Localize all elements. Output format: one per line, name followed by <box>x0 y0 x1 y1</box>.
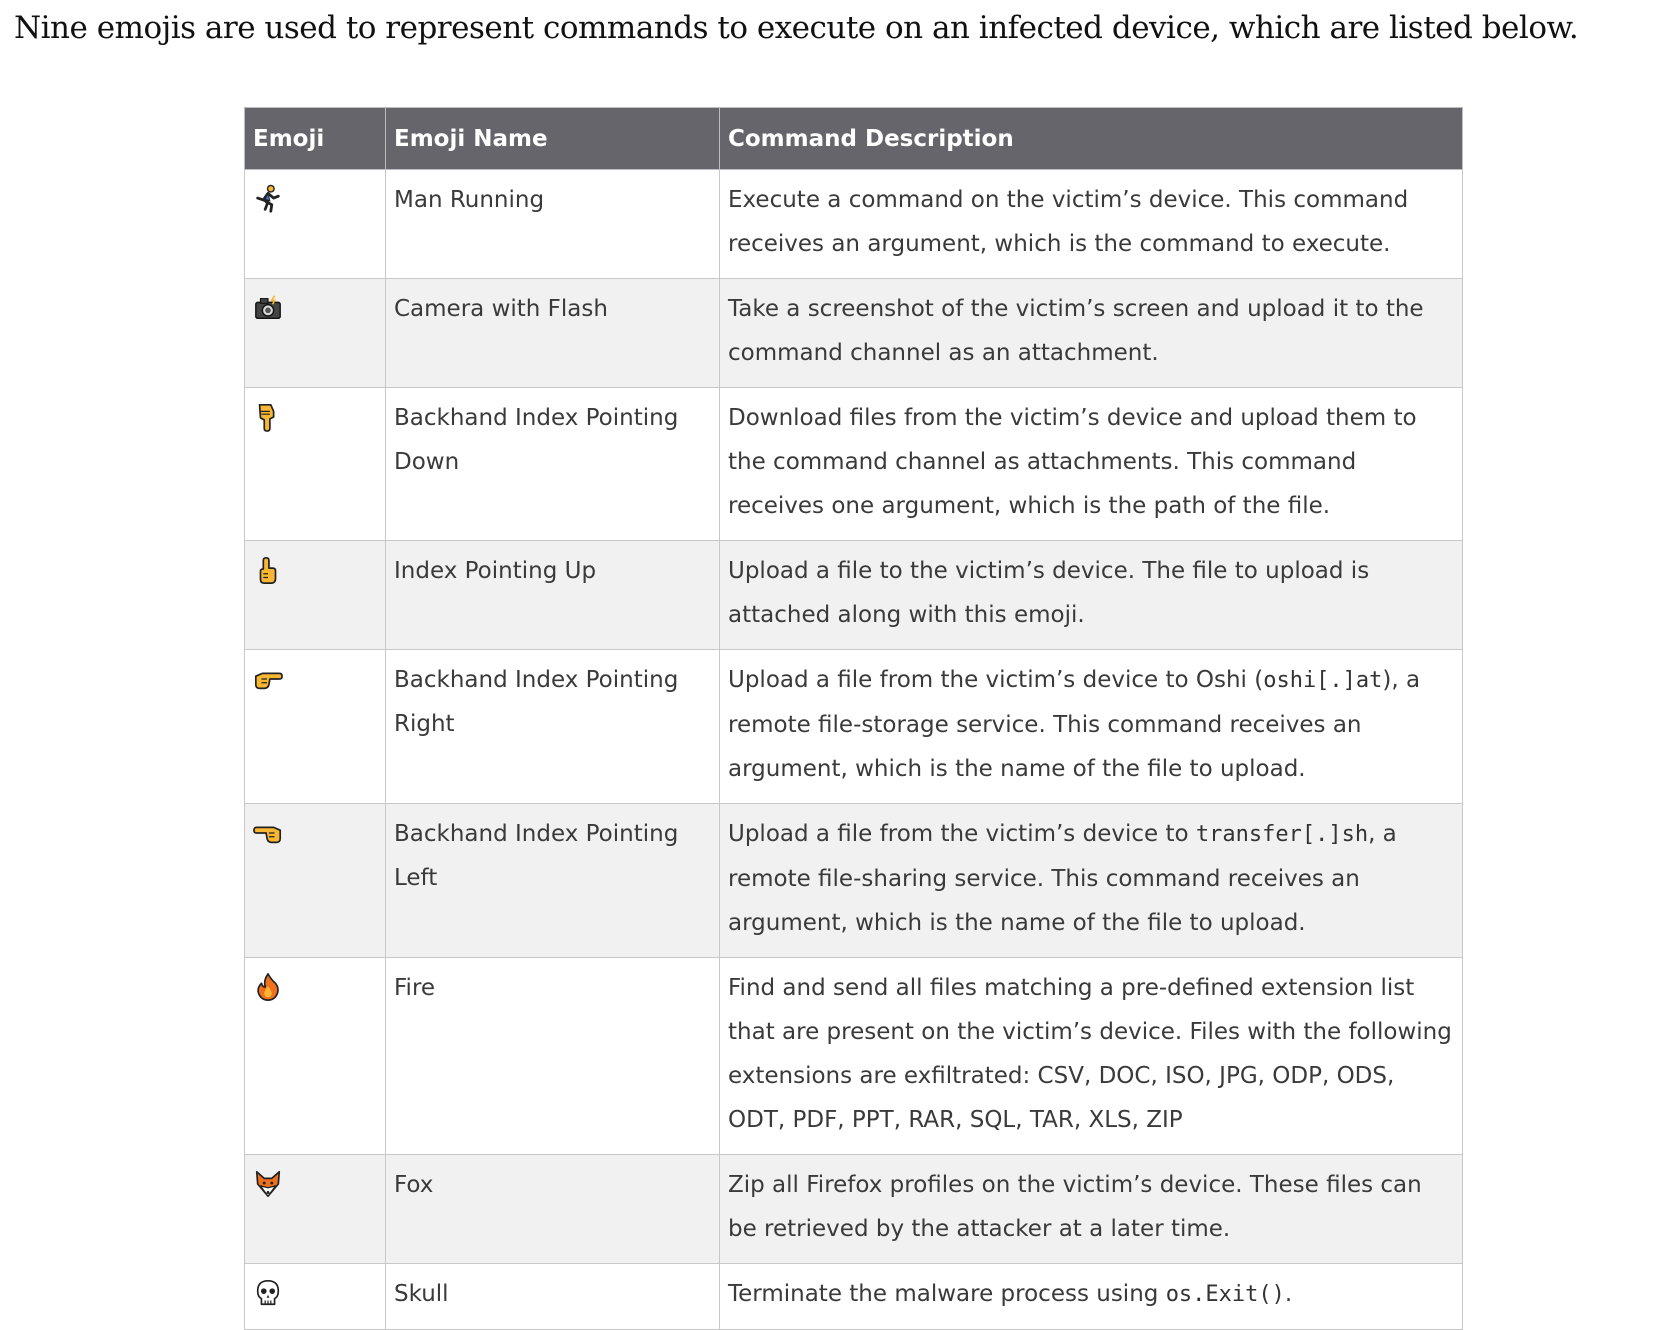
description-text: ), a remote file-storage service. This command receives an argument, which is the name of the file to upload. <box>728 667 1421 782</box>
table-row <box>245 541 1463 650</box>
description-text: , a remote file-sharing service. This command receives an argument, which is the name of the file to upload. <box>728 821 1397 936</box>
table-row <box>245 1264 1463 1330</box>
description-text: Upload a file from the victim’s device to <box>728 821 1196 847</box>
emoji-cell <box>245 650 386 804</box>
command-description-cell: Zip all Firefox profiles on the victim’s device. These files can be retrieved by the attacker at a later time. <box>720 1155 1463 1264</box>
emoji-command-table <box>244 107 1463 1330</box>
description-text: Terminate the malware process using <box>728 1281 1166 1307</box>
emoji-cell <box>245 541 386 650</box>
emoji-name-cell: Skull <box>386 1264 720 1330</box>
skull-icon <box>253 1278 377 1308</box>
domain-code: transfer[.]sh <box>1195 822 1369 847</box>
emoji-name-cell: Camera with Flash <box>386 279 720 388</box>
table-row <box>245 650 1463 804</box>
description-text: . <box>1284 1281 1293 1307</box>
emoji-name-cell: Man Running <box>386 170 720 279</box>
fox-icon <box>253 1169 377 1199</box>
emoji-cell <box>245 170 386 279</box>
emoji-cell <box>245 958 386 1155</box>
emoji-name-cell: Backhand Index Pointing Right <box>386 650 720 804</box>
description-text: Upload a file from the victim’s device to Oshi ( <box>728 667 1264 693</box>
header-command-description: Command Description <box>720 108 1463 170</box>
index-pointing-up-icon <box>253 555 377 585</box>
command-description-cell: Take a screenshot of the victim’s screen and upload it to the command channel as an attachment. <box>720 279 1463 388</box>
emoji-name-cell: Fire <box>386 958 720 1155</box>
table-header-row <box>245 108 1463 170</box>
emoji-name-cell: Backhand Index Pointing Left <box>386 804 720 958</box>
emoji-cell <box>245 279 386 388</box>
emoji-name-cell: Index Pointing Up <box>386 541 720 650</box>
command-description-cell <box>720 1264 1463 1330</box>
table-row <box>245 1155 1463 1264</box>
table-row <box>245 958 1463 1155</box>
table-row <box>245 279 1463 388</box>
backhand-index-pointing-left-icon <box>253 818 377 848</box>
camera-with-flash-icon <box>253 293 377 323</box>
header-emoji-name: Emoji Name <box>386 108 720 170</box>
backhand-index-pointing-down-icon <box>253 402 377 432</box>
emoji-cell <box>245 388 386 541</box>
backhand-index-pointing-right-icon <box>253 664 377 694</box>
command-description-cell: Download files from the victim’s device and upload them to the command channel as attachments. This command receives one argument, which is the path of the file. <box>720 388 1463 541</box>
emoji-name-cell: Backhand Index Pointing Down <box>386 388 720 541</box>
command-description-cell: Execute a command on the victim’s device. This command receives an argument, which is the command to execute. <box>720 170 1463 279</box>
intro-paragraph: Nine emojis are used to represent commands to execute on an infected device, which are listed below. <box>14 10 1579 46</box>
command-description-cell: Find and send all files matching a pre-defined extension list that are present on the victim’s device. Files with the following extensions are exfiltrated: CSV, DOC, ISO, JPG, ODP, ODS, ODT, PDF, PPT, RAR, SQL, TAR, XLS, ZIP <box>720 958 1463 1155</box>
emoji-cell <box>245 1155 386 1264</box>
command-description-cell: Upload a file to the victim’s device. The file to upload is attached along with this emoji. <box>720 541 1463 650</box>
header-emoji: Emoji <box>245 108 386 170</box>
domain-code: oshi[.]at <box>1263 668 1383 693</box>
function-code: os.Exit() <box>1165 1282 1285 1307</box>
command-description-cell <box>720 650 1463 804</box>
table-row <box>245 804 1463 958</box>
emoji-name-cell: Fox <box>386 1155 720 1264</box>
emoji-cell <box>245 1264 386 1330</box>
table-row <box>245 170 1463 279</box>
man-running-icon <box>253 184 377 214</box>
table-row <box>245 388 1463 541</box>
command-description-cell <box>720 804 1463 958</box>
emoji-cell <box>245 804 386 958</box>
fire-icon <box>253 972 377 1002</box>
